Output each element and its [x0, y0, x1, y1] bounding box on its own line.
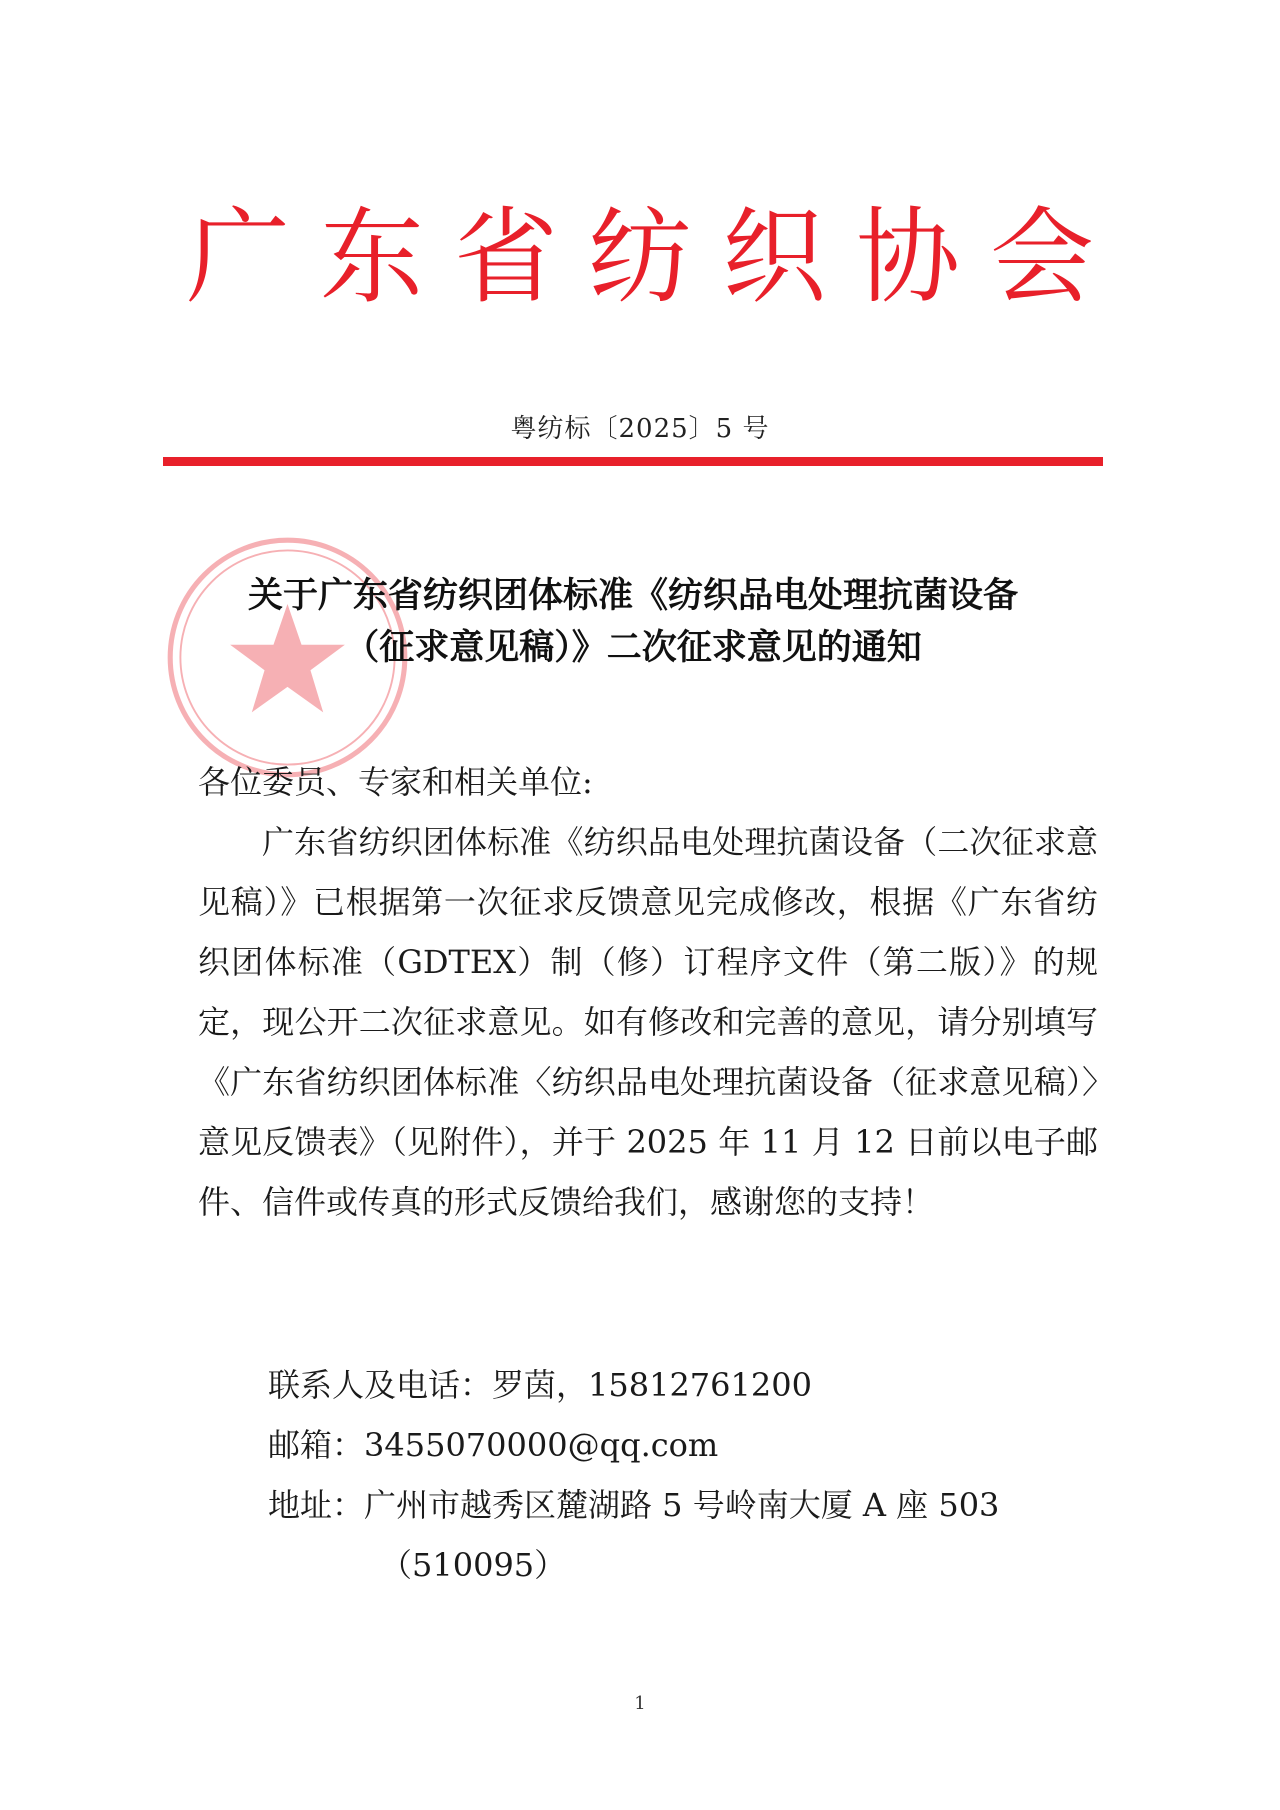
notice-title [163, 570, 1103, 674]
contact-email: 邮箱：3455070000@qq.com [268, 1426, 719, 1464]
notice-title-line-1: 关于广东省纺织团体标准《纺织品电处理抗菌设备 [247, 576, 1018, 616]
notice-body [198, 752, 1098, 1232]
salutation: 各位委员、专家和相关单位: [198, 763, 593, 801]
body-paragraph: 广东省纺织团体标准《纺织品电处理抗菌设备（二次征求意见稿）》已根据第一次征求反馈意见完成修改，根据《广东省纺织团体标准（GDTEX）制（修）订程序文件（第二版）》的规定，现公开二次征求意见。如有修改和完善的意见，请分别填写《广东省纺织团体标准〈纺织品电处理抗菌设备（征求意见稿）〉意见反馈表》（见附件），并于 2025 年 11 月 12 日前以电子邮件、信件或传真的形式反馈给我们，感谢您的支持！ [198, 823, 1098, 1221]
red-divider [163, 457, 1103, 466]
contact-block [268, 1355, 1108, 1595]
contact-postcode: （510095） [380, 1546, 567, 1584]
document-number: 粤纺标〔2025〕5 号 [510, 414, 770, 444]
page-number: 1 [634, 1693, 646, 1714]
notice-title-line-2: （征求意见稿）》二次征求意见的通知 [344, 628, 922, 668]
contact-person: 联系人及电话：罗茵，15812761200 [268, 1366, 812, 1404]
contact-address: 地址：广州市越秀区麓湖路 5 号岭南大厦 A 座 503 [268, 1486, 1000, 1524]
organization-masthead: 广东省纺织协会 [185, 196, 1124, 318]
